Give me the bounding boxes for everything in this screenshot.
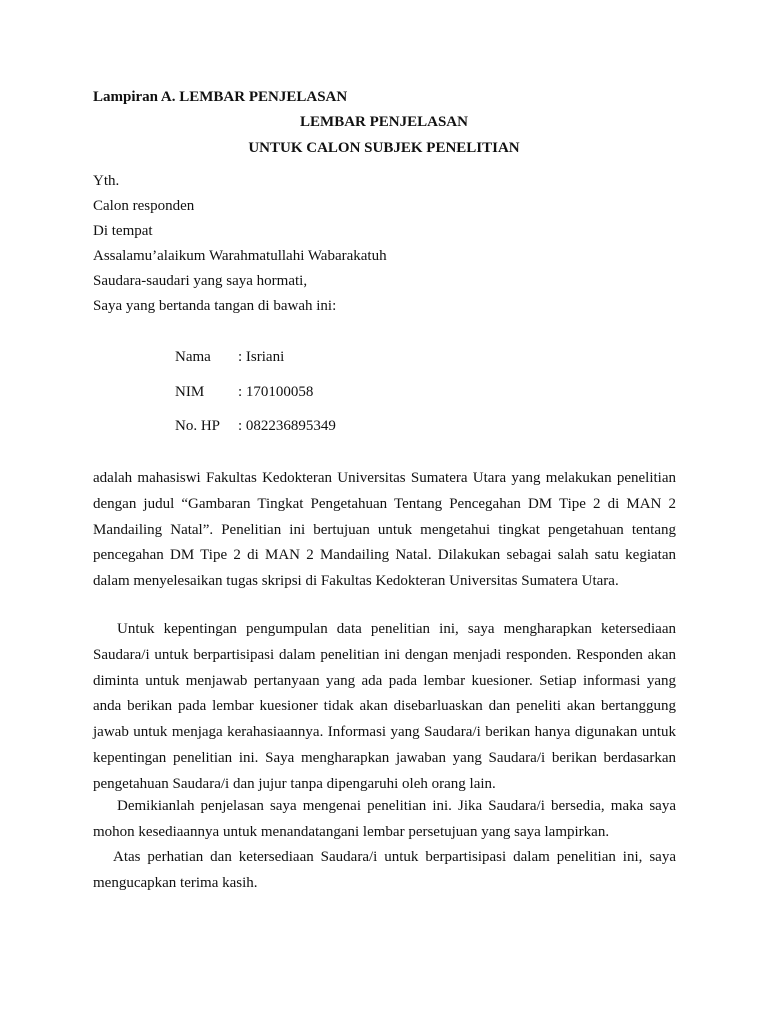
document-subtitle: UNTUK CALON SUBJEK PENELITIAN — [248, 140, 520, 156]
body-paragraph-2: Untuk kepentingan pengumpulan data penelitian ini, saya mengharapkan ketersediaan Saudara/i untuk berpartisipasi dalam penelitian ini dengan menjadi responden. Responden akan diminta untuk menjawab pertanyaan yang ada pada lembar kuesioner. Setiap informasi yang anda berikan pada lembar kuesioner tidak akan disebarluaskan dan peneliti akan bertanggung jawab untuk menjaga kerahasiaannya. Informasi yang Saudara/i berikan hanya digunakan untuk kepentingan penelitian ini. Saya mengharapkan jawaban yang Saudara/i berikan berdasarkan pengetahuan Saudara/i dan jujur tanpa dipengaruhi oleh orang lain. — [93, 621, 676, 792]
identity-value-nama: : Isriani — [238, 349, 285, 365]
identity-value-hp: : 082236895349 — [238, 418, 336, 434]
body-paragraph-1: adalah mahasiswi Fakultas Kedokteran Universitas Sumatera Utara yang melakukan penelitian dengan judul “Gambaran Tingkat Pengetahuan Tentang Pencegahan DM Tipe 2 di MAN 2 Mandailing Natal”. Penelitian ini bertujuan untuk mengetahui tingkat pengetahuan tentang pencegahan DM Tipe 2 di MAN 2 Mandailing Natal. Dilakukan sebagai salah satu kegiatan dalam menyelesaikan tugas skripsi di Fakultas Kedokteran Universitas Sumatera Utara. — [93, 470, 676, 590]
identity-value-nim: : 170100058 — [238, 384, 314, 400]
attachment-label: Lampiran A. LEMBAR PENJELASAN — [93, 89, 348, 105]
document-title: LEMBAR PENJELASAN — [300, 114, 468, 130]
identity-label-nim: NIM — [175, 384, 205, 400]
greeting-place: Di tempat — [93, 223, 153, 239]
identity-label-hp: No. HP — [175, 418, 221, 434]
greeting-recipient: Calon responden — [93, 198, 195, 214]
greeting-yth: Yth. — [93, 173, 120, 189]
body-paragraph-3: Demikianlah penjelasan saya mengenai penelitian ini. Jika Saudara/i bersedia, maka saya mohon kesediaannya untuk menandatangani lembar persetujuan yang saya lampirkan. — [93, 798, 676, 840]
greeting-intro: Saya yang bertanda tangan di bawah ini: — [93, 298, 337, 314]
greeting-salutation: Saudara-saudari yang saya hormati, — [93, 273, 308, 289]
identity-label-nama: Nama — [175, 349, 211, 365]
greeting-salam: Assalamu’alaikum Warahmatullahi Wabarakatuh — [93, 248, 387, 264]
body-paragraph-4: Atas perhatian dan ketersediaan Saudara/i untuk berpartisipasi dalam penelitian ini, saya mengucapkan terima kasih. — [93, 849, 676, 891]
